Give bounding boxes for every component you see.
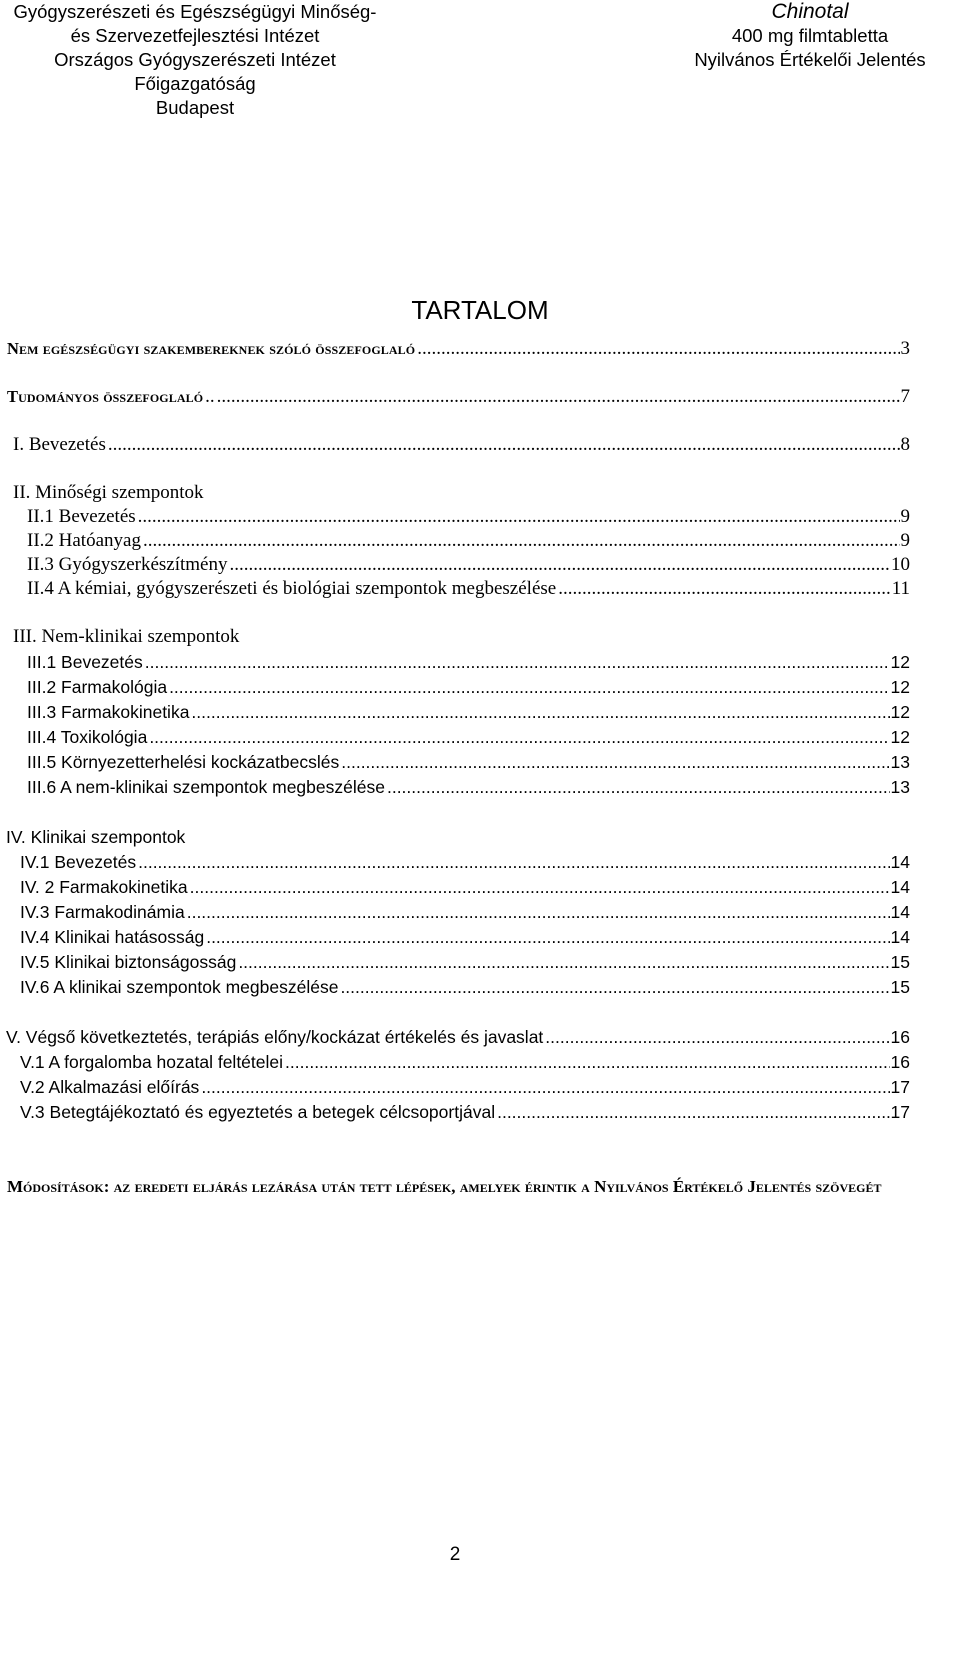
toc-leader [387,775,890,799]
toc-entry-label: IV.6 A klinikai szempontok megbeszélése [20,977,339,997]
toc-entry-label: III.4 Toxikológia [27,727,148,747]
toc-page-number: 12 [890,652,910,672]
toc-entry-label: V.2 Alkalmazási előírás [20,1077,200,1097]
toc-entry-label: V. Végső következtetés, terápiás előny/kockázat értékelés és javaslat [6,1027,544,1047]
toc-leader [230,553,891,577]
toc-leader [340,975,889,999]
product-name: Chinotal [771,0,849,23]
toc-entry[interactable] [27,675,910,699]
toc-entry[interactable] [27,553,910,577]
toc-page-number: 12 [890,727,910,747]
toc-entry[interactable] [27,750,910,774]
toc-entry[interactable] [27,700,910,724]
toc-title: TARTALOM [411,295,549,325]
toc-entry[interactable] [20,1075,910,1099]
toc-entry-label: III.6 A nem-klinikai szempontok megbeszélése [27,777,385,797]
toc-entry-label: V.3 Betegtájékoztató és egyeztetés a betegek célcsoportjával [20,1102,496,1122]
toc-page-number: 12 [890,702,910,722]
toc-entry-label: II.2 Hatóanyag [27,530,141,551]
issuer-block [10,0,380,120]
toc-page-number: 17 [890,1102,910,1122]
toc-section-nonclinical[interactable]: III. Nem-klinikai szempontok [13,626,240,647]
toc-page-number: 11 [891,578,910,599]
toc-entry[interactable] [20,1100,910,1124]
toc-page-number: 16 [890,1027,910,1047]
toc-page-number: 13 [890,777,910,797]
toc-page-number: 14 [890,852,910,872]
toc-leader-prefix: .. [205,386,215,407]
issuer-line: Budapest [155,97,235,118]
toc-entry[interactable] [20,925,910,949]
issuer-line: Főigazgatóság [134,73,256,94]
toc-section-modifications[interactable]: Módosítások: az eredeti eljárás lezárása után tett lépések, amelyek érintik a Nyilvános Értékelő Jelentés szövegét [7,1177,882,1196]
toc-entry-label: II.4 A kémiai, gyógyszerészeti és biológiai szempontok megbeszélése [27,578,557,599]
toc-page-number: 7 [900,386,910,407]
toc-leader [238,950,889,974]
toc-entry-sci-summary[interactable] [7,385,910,409]
toc-leader [143,529,900,553]
toc-page-number: 14 [890,877,910,897]
toc-entry[interactable] [27,577,910,601]
product-form: 400 mg filmtabletta [731,25,889,46]
issuer-line: és Szervezetfejlesztési Intézet [70,25,320,46]
toc-page-number: 17 [890,1077,910,1097]
toc-page-number: 16 [890,1052,910,1072]
toc-page-number: 14 [890,927,910,947]
toc-leader [145,650,890,674]
toc-leader [217,385,900,409]
toc-entry[interactable] [27,725,910,749]
toc-leader [138,850,889,874]
toc-entry[interactable] [27,775,910,799]
issuer-line: Országos Gyógyszerészeti Intézet [54,49,336,70]
toc-leader [169,675,889,699]
toc-entry-label: III.1 Bevezetés [27,652,143,672]
toc-leader [341,750,889,774]
toc-leader [190,875,890,899]
toc-page-number: 3 [900,338,910,359]
toc-page-number: 13 [890,752,910,772]
page-number: 2 [449,1544,461,1565]
toc-entry[interactable] [20,875,910,899]
toc-entry[interactable] [27,529,910,553]
toc-leader [108,433,900,457]
toc-page-number: 14 [890,902,910,922]
toc-entry[interactable] [20,850,910,874]
toc-leader [149,725,889,749]
toc-leader [187,900,890,924]
toc-page-number: 15 [890,977,910,997]
toc-leader [138,505,900,529]
toc-entry-label: IV.5 Klinikai biztonságosság [20,952,237,972]
toc-page-number: 9 [900,530,910,551]
toc-page-number: 10 [891,554,910,575]
toc-entry[interactable] [20,950,910,974]
toc-entry-label: IV.3 Farmakodinámia [20,902,185,922]
toc-leader [417,337,899,361]
product-block [660,0,960,72]
toc-entry[interactable] [20,975,910,999]
issuer-line: Gyógyszerészeti és Egészségügyi Minőség- [13,1,377,22]
toc-leader [191,700,889,724]
toc-entry-lay-summary[interactable] [7,337,910,361]
toc-entry-label: Nem egészségügyi szakembereknek szóló összefoglaló [7,339,416,358]
toc-entry-label: I. Bevezetés [13,434,106,455]
toc-leader [206,925,889,949]
toc-section-conclusion[interactable] [6,1025,910,1049]
toc-leader [558,577,890,601]
toc-page-number: 9 [900,506,910,527]
toc-entry-label: IV. 2 Farmakokinetika [20,877,188,897]
report-type: Nyilvános Értékelői Jelentés [694,49,926,70]
toc-page-number: 8 [900,434,910,455]
toc-entry-label: IV.4 Klinikai hatásosság [20,927,205,947]
toc-entry-label: III.3 Farmakokinetika [27,702,190,722]
toc-entry-label: V.1 A forgalomba hozatal feltételei [20,1052,284,1072]
toc-entry-intro[interactable] [13,433,910,457]
toc-leader [285,1050,890,1074]
toc-leader [545,1025,889,1049]
toc-page-number: 12 [890,677,910,697]
toc-page-number: 15 [890,952,910,972]
toc-entry-label: II.1 Bevezetés [27,506,136,527]
toc-entry[interactable] [20,900,910,924]
toc-entry-label: II.3 Gyógyszerkészítmény [27,554,228,575]
toc-entry[interactable] [20,1050,910,1074]
toc-entry-label: III.5 Környezetterhelési kockázatbecslés [27,752,340,772]
toc-section-quality[interactable]: II. Minőségi szempontok [13,482,204,503]
toc-entry-label: III.2 Farmakológia [27,677,168,697]
toc-entry[interactable] [27,505,910,529]
toc-entry[interactable] [27,650,910,674]
toc-entry-label: Tudományos összefoglaló [7,387,204,406]
toc-leader [201,1075,889,1099]
toc-section-clinical[interactable]: IV. Klinikai szempontok [6,827,186,847]
toc-entry-label: IV.1 Bevezetés [20,852,137,872]
toc-leader [497,1100,889,1124]
